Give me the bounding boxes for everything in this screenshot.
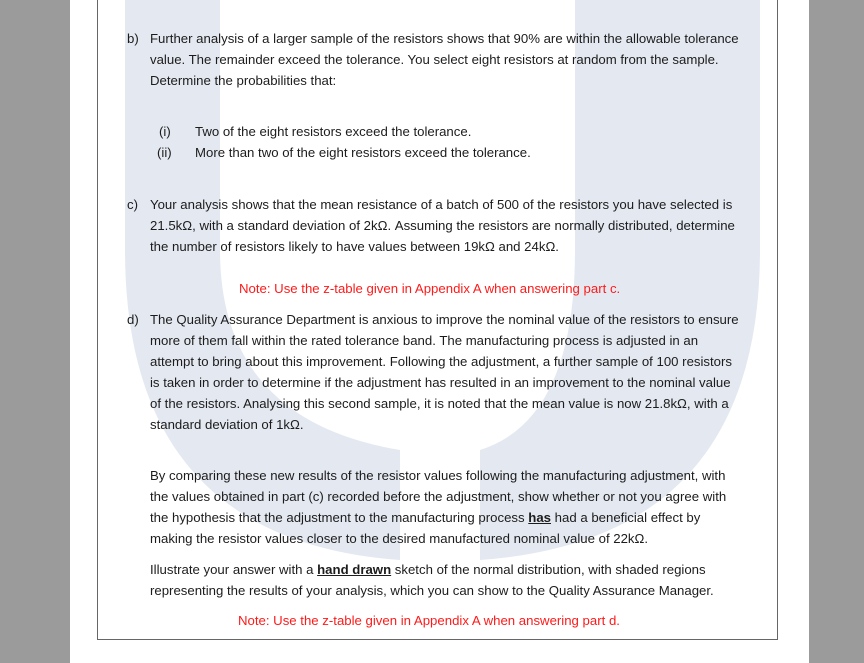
question-d-line-5: of the resistors. Analysing this second sample, it is noted that the mean value is now 21.8kΩ, with a [150, 396, 729, 411]
emphasis-hand-drawn: hand drawn [317, 562, 392, 577]
question-d-p2-line-4: making the resistor values closer to the desired manufactured nominal value of 22kΩ. [150, 531, 649, 546]
question-c-note: Note: Use the z-table given in Appendix A when answering part c. [239, 281, 621, 296]
p2-line-3-before: the hypothesis that the adjustment to the manufacturing process [150, 510, 529, 525]
question-d-p3-line-1 [150, 562, 706, 578]
question-c-line-2: 21.5kΩ, with a standard deviation of 2kΩ. Assuming the resistors are normally distributed, determine [150, 218, 735, 233]
question-d-line-6: standard deviation of 1kΩ. [150, 417, 304, 432]
p2-line-3-after: had a beneficial effect by [551, 510, 701, 525]
sub-item-ii-label: (ii) [157, 145, 172, 160]
question-d-label: d) [127, 312, 139, 327]
question-b-line-2: value. The remainder exceed the tolerance. You select eight resistors at random from the sample. [150, 52, 719, 67]
question-d-line-4: is taken in order to determine if the adjustment has resulted in an improvement to the nominal value [150, 375, 731, 390]
question-c-line-3: the number of resistors likely to have values between 19kΩ and 24kΩ. [150, 239, 559, 254]
question-d-note: Note: Use the z-table given in Appendix A when answering part d. [238, 613, 620, 628]
question-d-line-2: more of them fall within the rated tolerance band. The manufacturing process is adjusted in an [150, 333, 699, 348]
sub-item-ii-text: More than two of the eight resistors exceed the tolerance. [195, 145, 531, 160]
emphasis-has: has [528, 510, 551, 525]
question-b-line-3: Determine the probabilities that: [150, 73, 337, 88]
question-content [70, 0, 809, 663]
question-c-label: c) [127, 197, 138, 212]
p3-line-1-before: Illustrate your answer with a [150, 562, 318, 577]
sub-item-i-text: Two of the eight resistors exceed the tolerance. [195, 124, 472, 139]
question-c-line-1: Your analysis shows that the mean resistance of a batch of 500 of the resistors you have selected is [150, 197, 733, 212]
question-d-line-3: attempt to bring about this improvement. Following the adjustment, a further sample of 100 resistors [150, 354, 733, 369]
question-b-label: b) [127, 31, 139, 46]
sub-item-i-label: (i) [159, 124, 171, 139]
question-b-line-1: Further analysis of a larger sample of the resistors shows that 90% are within the allowable tolerance [150, 31, 739, 46]
p3-line-1-after: sketch of the normal distribution, with shaded regions [391, 562, 706, 577]
document-page [70, 0, 809, 663]
question-d-p2-line-1: By comparing these new results of the resistor values following the manufacturing adjustment, with [150, 468, 726, 483]
question-d-p2-line-2: the values obtained in part (c) recorded before the adjustment, show whether or not you agree with [150, 489, 727, 504]
question-d-p2-line-3 [150, 510, 700, 526]
question-d-line-1: The Quality Assurance Department is anxious to improve the nominal value of the resistors to ensure [150, 312, 739, 327]
question-d-p3-line-2: representing the results of your analysis, which you can show to the Quality Assurance Manager. [150, 583, 714, 598]
